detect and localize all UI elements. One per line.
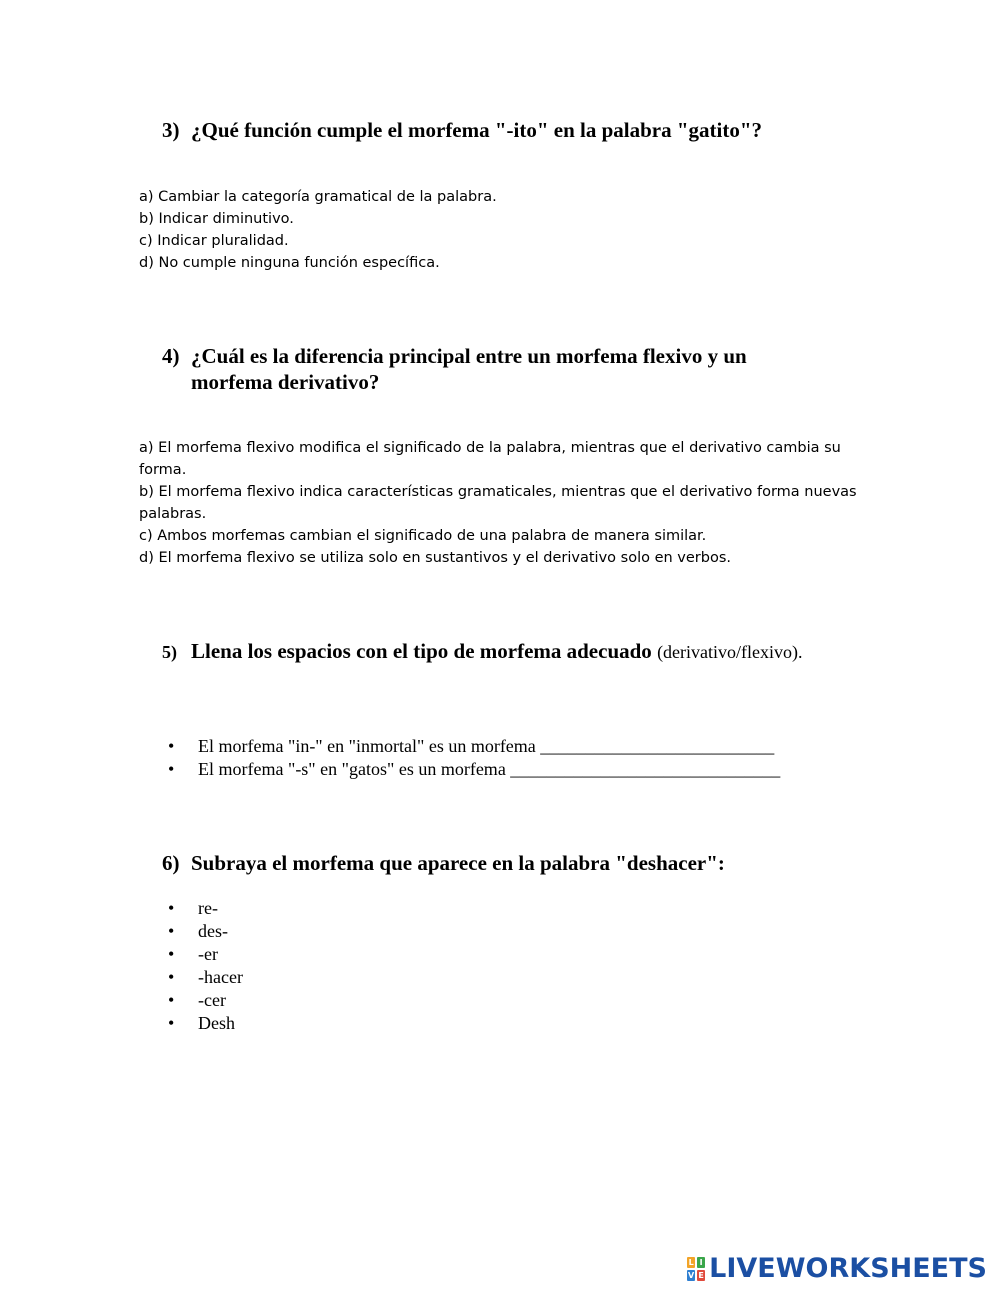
question-4 <box>162 343 791 395</box>
brand-name: LIVEWORKSHEETS <box>709 1253 987 1284</box>
list-item <box>168 1012 243 1035</box>
liveworksheets-logo <box>687 1254 987 1284</box>
question-3-text: ¿Qué función cumple el morfema "-ito" en la palabra "gatito"? <box>191 118 762 142</box>
option-c: c) Ambos morfemas cambian el significado de una palabra de manera similar. <box>139 528 707 544</box>
question-5-hint: (derivativo/flexivo). <box>657 642 803 662</box>
fill-blank-statement: El morfema "in-" en "inmortal" es un morfema __________________________ <box>198 736 775 756</box>
bullet-icon: • <box>168 759 175 779</box>
option-d: d) No cumple ninguna función específica. <box>139 255 440 271</box>
question-5-list <box>168 735 780 781</box>
list-item <box>168 920 243 943</box>
question-4-options <box>139 437 859 569</box>
list-item <box>168 943 243 966</box>
fill-blank-statement: El morfema "-s" en "gatos" es un morfema ______________________________ <box>198 759 781 779</box>
question-6 <box>162 850 882 876</box>
bullet-icon: • <box>168 898 175 918</box>
morpheme-option: re- <box>198 898 218 918</box>
question-4-number: 4) <box>162 344 180 368</box>
bullet-icon: • <box>168 1013 175 1033</box>
list-item <box>168 966 243 989</box>
list-item <box>168 989 243 1012</box>
list-item <box>168 897 243 920</box>
option-b: b) Indicar diminutivo. <box>139 211 294 227</box>
morpheme-option: -cer <box>198 990 226 1010</box>
question-3 <box>162 117 831 143</box>
question-3-number: 3) <box>162 118 180 142</box>
option-b: b) El morfema flexivo indica características gramaticales, mientras que el derivativo forma nuevas palabras. <box>139 484 857 522</box>
option-a: a) El morfema flexivo modifica el significado de la palabra, mientras que el derivativo cambia su forma. <box>139 440 841 478</box>
logo-letter: E <box>698 1271 704 1280</box>
question-5-number: 5) <box>162 642 177 662</box>
option-d: d) El morfema flexivo se utiliza solo en sustantivos y el derivativo solo en verbos. <box>139 550 732 566</box>
question-6-list <box>168 897 243 1035</box>
list-item <box>168 735 780 758</box>
morpheme-option: Desh <box>198 1013 235 1033</box>
morpheme-option: des- <box>198 921 228 941</box>
option-a: a) Cambiar la categoría gramatical de la palabra. <box>139 189 497 205</box>
logo-letter: I <box>697 1257 705 1268</box>
question-5-text: Llena los espacios con el tipo de morfema adecuado <box>191 639 652 663</box>
logo-letter: L <box>688 1258 694 1267</box>
bullet-icon: • <box>168 736 175 756</box>
morpheme-option: -hacer <box>198 967 243 987</box>
question-6-number: 6) <box>162 851 180 875</box>
question-4-text: ¿Cuál es la diferencia principal entre un morfema flexivo y un morfema derivativo? <box>191 344 747 394</box>
bullet-icon: • <box>168 967 175 987</box>
question-6-text: Subraya el morfema que aparece en la palabra "deshacer": <box>191 851 725 875</box>
option-c: c) Indicar pluralidad. <box>139 233 289 249</box>
logo-letter: V <box>688 1271 695 1280</box>
question-3-options <box>139 186 879 274</box>
bullet-icon: • <box>168 990 175 1010</box>
bullet-icon: • <box>168 921 175 941</box>
list-item <box>168 758 780 781</box>
logo-icon <box>687 1257 705 1281</box>
morpheme-option: -er <box>198 944 218 964</box>
bullet-icon: • <box>168 944 175 964</box>
question-5 <box>162 638 882 665</box>
